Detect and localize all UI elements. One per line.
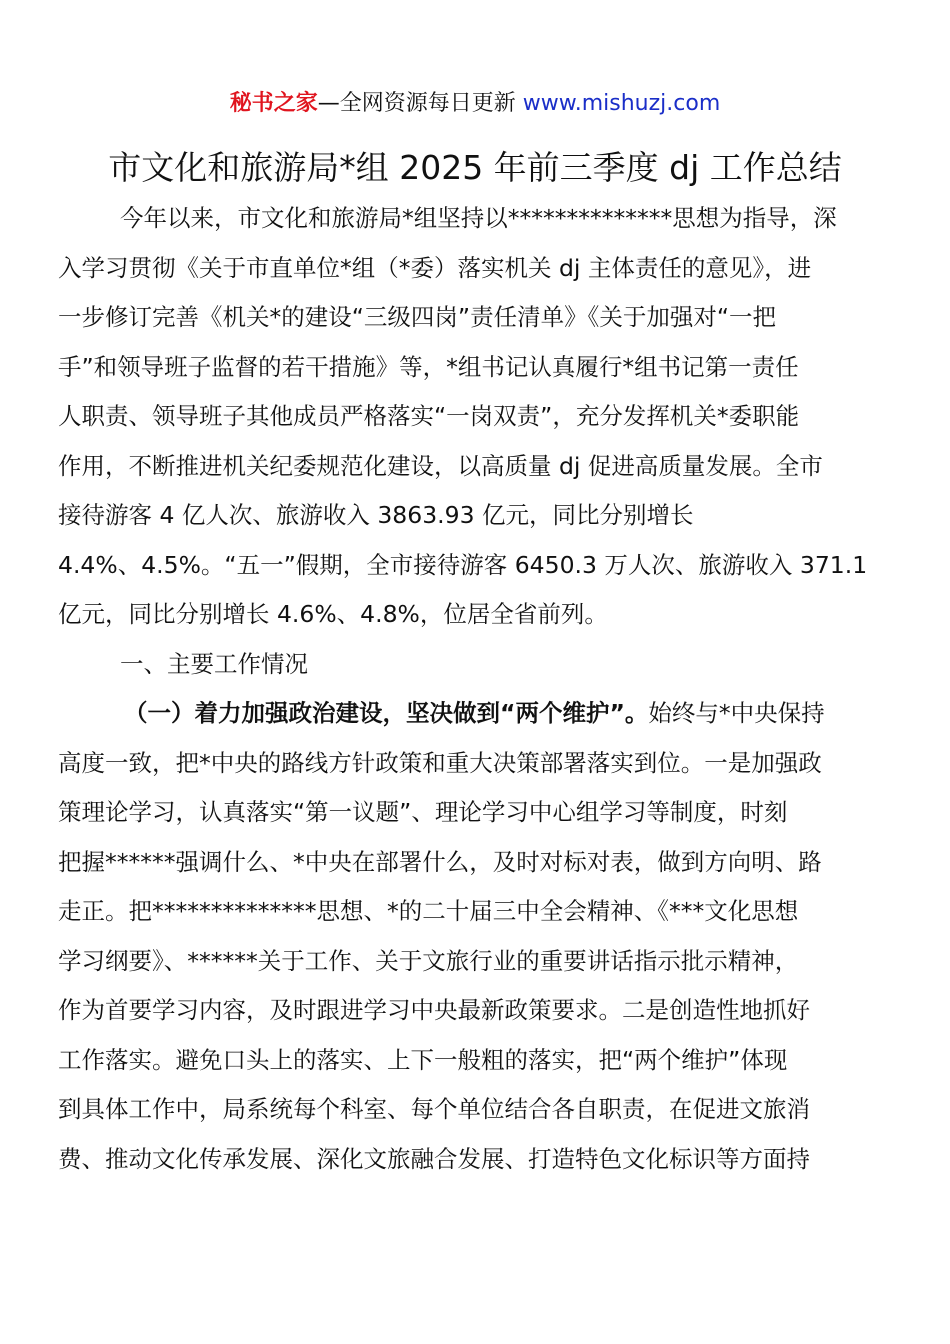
document-title: 市文化和旅游局*组 2025 年前三季度 dj 工作总结 [108, 148, 842, 187]
intro-line: 入学习贯彻《关于市直单位*组（*委）落实机关 dj 主体责任的意见》，进 [58, 253, 812, 282]
section-heading: 一、主要工作情况 [120, 649, 308, 678]
subsection-line: 学习纲要》、******关于工作、关于文旅行业的重要讲话指示批示精神， [58, 946, 799, 975]
subsection-heading: （一）着力加强政治建设，坚决做到“两个维护”。 [124, 699, 649, 727]
header-tagline: —全网资源每日更新 [317, 91, 523, 116]
subsection-first-line [58, 689, 894, 739]
document-body [58, 194, 894, 1184]
intro-line: 亿元，同比分别增长 4.6%、4.8%，位居全省前列。 [58, 600, 608, 628]
subsection-line: 作为首要学习内容，及时跟进学习中央最新政策要求。二是创造性地抓好 [58, 996, 810, 1024]
subsection-first-line-text: 始终与*中央保持 [648, 699, 825, 727]
subsection-line: 走正。把**************思想、*的二十届三中全会精神、《***文化思想 [58, 897, 799, 925]
header-url-link[interactable]: www.mishuzj.com [522, 91, 721, 116]
intro-line: 作用，不断推进机关纪委规范化建设，以高质量 dj 促进高质量发展。全市 [58, 451, 823, 480]
intro-line: 今年以来，市文化和旅游局*组坚持以**************思想为指导，深 [120, 204, 837, 232]
intro-line: 人职责、领导班子其他成员严格落实“一岗双责”，充分发挥机关*委职能 [58, 402, 800, 430]
subsection-line: 费、推动文化传承发展、深化文旅融合发展、打造特色文化标识等方面持 [58, 1144, 810, 1173]
site-header [0, 88, 950, 120]
subsection-line: 高度一致，把*中央的路线方针政策和重大决策部署落实到位。一是加强政 [58, 748, 822, 777]
intro-line: 4.4%、4.5%。“五一”假期，全市接待游客 6450.3 万人次、旅游收入 371.1 [58, 550, 868, 579]
subsection-line: 策理论学习，认真落实“第一议题”、理论学习中心组学习等制度，时刻 [58, 798, 788, 826]
intro-line: 一步修订完善《机关*的建设“三级四岗”责任清单》《关于加强对“一把 [58, 303, 777, 331]
subsection-line: 到具体工作中，局系统每个科室、每个单位结合各自职责，在促进文旅消 [58, 1095, 810, 1123]
header-brand: 秘书之家 [229, 91, 318, 116]
intro-line: 接待游客 4 亿人次、旅游收入 3863.93 亿元，同比分别增长 [58, 501, 694, 529]
subsection-line: 把握******强调什么、*中央在部署什么，及时对标对表，做到方向明、路 [58, 847, 822, 876]
intro-line: 手”和领导班子监督的若干措施》等，*组书记认真履行*组书记第一责任 [58, 352, 799, 381]
subsection-line: 工作落实。避免口头上的落实、上下一般粗的落实，把“两个维护”体现 [58, 1045, 788, 1074]
